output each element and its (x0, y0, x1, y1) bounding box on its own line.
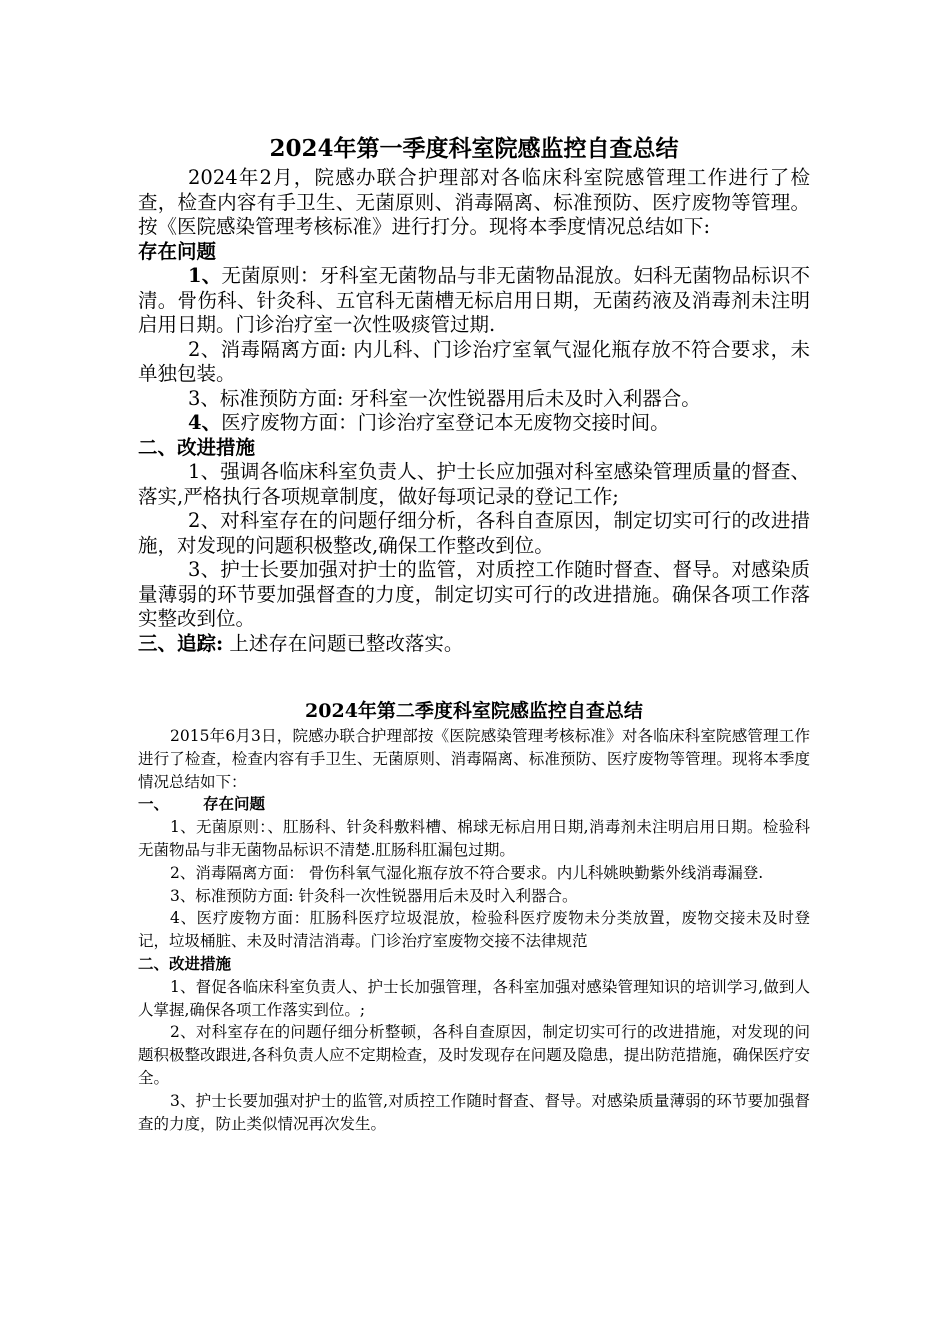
q1-problem-number: 3、 (188, 386, 220, 410)
q1-tracking-line (138, 632, 810, 657)
q2-improvement-item: 3、护士长要加强对护士的监管,对质控工作随时督查、督导。对感染质量薄弱的环节要加强督查的力度，防止类似情况再次发生。 (138, 1091, 810, 1133)
q2-improvements-heading: 二、改进措施 (138, 953, 232, 973)
q1-tracking-label: 三、追踪: (138, 631, 224, 655)
q1-problem-number: 1、 (188, 264, 222, 287)
q2-problem-item: 3、标准预防方面: 针灸科一次性锐器用后未及时入利器合。 (170, 886, 578, 905)
q1-problem-number: 2、 (188, 337, 221, 361)
q2-problems-heading (138, 793, 810, 816)
q2-problem-item: 2、消毒隔离方面： 骨伤科氧气湿化瓶存放不符合要求。内儿科姚映勤紫外线消毒漏登. (170, 863, 764, 882)
q2-improvement-item: 2、对科室存在的问题仔细分析整顿，各科自查原因，制定切实可行的改进措施，对发现的问题积极整改跟进,各科负责人应不定期检查，及时发现存在问题及隐患，提出防范措施，确保医疗安全。 (138, 1023, 810, 1087)
q2-improvement-item: 1、督促各临床科室负责人、护士长加强管理，各科室加强对感染管理知识的培训学习,做到人人掌握,确保各项工作落实到位。; (138, 977, 810, 1019)
q2-problem-item: 4、医疗废物方面：肛肠科医疗垃圾混放，检验科医疗废物未分类放置，废物交接未及时登记，垃圾桶脏、未及时清洁消毒。门诊治疗室废物交接不法律规范 (138, 909, 810, 951)
q1-problem-text: 标准预防方面: 牙科室一次性锐器用后未及时入利器合。 (219, 386, 701, 410)
q1-problem-text: 无菌原则：牙科室无菌物品与非无菌物品混放。妇科无菌物品标识不清。骨伤科、针灸科、五官科无菌槽无标启用日期，无菌药液及消毒剂未注明启用日期。门诊治疗室一次性吸痰管过期. (138, 264, 810, 336)
q1-problem-number: 4、 (188, 411, 222, 434)
q2-problem-item: 1、无菌原则：、肛肠科、针灸科敷料槽、棉球无标启用日期,消毒剂未注明启用日期。检验科无菌物品与非无菌物品标识不清楚.肛肠科肛漏包过期。 (138, 818, 810, 859)
q1-problem-item (138, 411, 810, 436)
q1-tracking-text: 上述存在问题已整改落实。 (223, 631, 464, 655)
q1-improvement-item: 1、强调各临床科室负责人、护士长应加强对科室感染管理质量的督查、落实,严格执行各项规章制度，做好每项记录的登记工作; (138, 460, 810, 508)
q1-problems-heading: 存在问题 (138, 239, 217, 263)
q1-title: 2024年第一季度科室院感监控自查总结 (269, 135, 679, 162)
q2-summary-section (138, 697, 810, 1135)
q1-improvements-heading: 二、改进措施 (138, 435, 256, 459)
q1-problem-item (138, 264, 810, 338)
q1-improvement-item: 3、护士长要加强对护士的监管，对质控工作随时督查、督导。对感染质量薄弱的环节要加强督查的力度，制定切实可行的改进措施。确保各项工作落实整改到位。 (138, 558, 810, 630)
q1-improvement-item: 2、对科室存在的问题仔细分析，各科自查原因，制定切实可行的改进措施，对发现的问题积极整改,确保工作整改到位。 (138, 509, 810, 557)
q1-problem-text: 医疗废物方面：门诊治疗室登记本无废物交接时间。 (221, 411, 670, 434)
q1-problem-text: 消毒隔离方面: 内儿科、门诊治疗室氧气湿化瓶存放不符合要求，未单独包装。 (138, 337, 810, 385)
q2-problems-heading-text: 存在问题 (203, 794, 266, 814)
q1-intro-paragraph: 2024年2月，院感办联合护理部对各临床科室院感管理工作进行了检查，检查内容有手卫生、无菌原则、消毒隔离、标准预防、医疗废物等管理。按《医院感染管理考核标准》进行打分。现将本季度情况总结如下: (138, 166, 810, 238)
q2-intro-paragraph: 2015年6月3日，院感办联合护理部按《医院感染管理考核标准》对各临床科室院感管理工作进行了检查，检查内容有手卫生、无菌原则、消毒隔离、标准预防、医疗废物等管理。现将本季度情况总结如下： (138, 727, 810, 791)
q1-summary-section (138, 132, 810, 656)
q1-problem-item (138, 338, 810, 387)
q1-problem-item (138, 387, 810, 412)
q2-title: 2024年第二季度科室院感监控自查总结 (305, 700, 643, 722)
q2-problems-number: 一、 (138, 794, 170, 814)
